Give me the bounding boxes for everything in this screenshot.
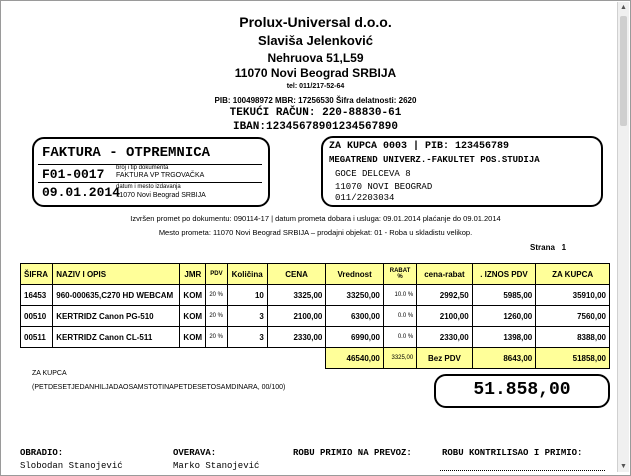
document-type: FAKTURA VP TRGOVAČKA xyxy=(116,172,205,179)
document-date-caption: datum i mesto izdavanja xyxy=(116,184,181,190)
totals-row xyxy=(21,348,610,369)
cell-discount: 10.0 % xyxy=(383,285,416,306)
cell-value: 6300,00 xyxy=(326,306,384,327)
cell-discount: 0.0 % xyxy=(383,306,416,327)
cell-quantity: 10 xyxy=(227,285,267,306)
col-header: Količina xyxy=(227,264,267,285)
col-header: CENA xyxy=(267,264,326,285)
customer-phone: 011/2203034 xyxy=(335,193,395,203)
inspected-received-label: ROBU KONTRILISAO I PRIMIO: xyxy=(442,448,583,458)
place-info: Mesto prometa: 11070 Novi Beograd SRBIJA – prodajni objekat: 01 - Roba u skladistu velikop. xyxy=(158,228,473,237)
cell-total: 8388,00 xyxy=(536,327,610,348)
company-name: Prolux-Universal d.o.o. xyxy=(239,14,392,30)
cell-quantity: 3 xyxy=(227,327,267,348)
customer-street: GOCE DELCEVA 8 xyxy=(335,169,411,179)
divider xyxy=(38,182,262,183)
total-amount: 51858,00 xyxy=(536,348,610,369)
signature-line xyxy=(440,470,605,471)
table-row xyxy=(21,327,610,348)
document-place: 11070 Novi Beograd SRBIJA xyxy=(116,192,206,199)
cell-quantity: 3 xyxy=(227,306,267,327)
col-header: ZA KUPCA xyxy=(536,264,610,285)
table-row xyxy=(21,306,610,327)
customer-city: 11070 NOVI BEOGRAD xyxy=(335,182,433,192)
table-header-row xyxy=(21,264,610,285)
cell-total: 35910,00 xyxy=(536,285,610,306)
company-iban: IBAN:12345678901234567890 xyxy=(232,121,399,133)
cell-net-price: 2330,00 xyxy=(417,327,473,348)
col-header: NAZIV I OPIS xyxy=(53,264,180,285)
company-ids: PIB: 100498972 MBR: 17256530 Šifra delatnosti: 2620 xyxy=(214,96,417,105)
processed-by-label: OBRADIO: xyxy=(20,448,64,458)
total-vat: 8643,00 xyxy=(472,348,536,369)
cell-vat-amount: 1398,00 xyxy=(472,327,536,348)
scroll-up-icon[interactable]: ▲ xyxy=(620,4,627,11)
totals-spacer xyxy=(21,348,326,369)
total-amount-big: 51.858,00 xyxy=(473,380,571,400)
col-header: Vrednost xyxy=(326,264,384,285)
company-account: TEKUĆI RAČUN: 220-88830-61 xyxy=(229,107,402,119)
cell-vat: 20 % xyxy=(206,306,227,327)
col-header: ŠIFRA xyxy=(21,264,53,285)
customer-code: ZA KUPCA 0003 | PIB: 123456789 xyxy=(329,141,510,152)
cell-vat-amount: 5985,00 xyxy=(472,285,536,306)
cell-unit: KOM xyxy=(180,327,206,348)
col-header: . IZNOS PDV xyxy=(472,264,536,285)
company-tel: tel: 011/217-52-64 xyxy=(286,83,345,90)
table-row xyxy=(21,285,610,306)
page-label-text: Strana xyxy=(530,243,555,252)
cell-description: KERTRIDZ Canon CL-511 xyxy=(53,327,180,348)
summary-words: (PETDESETJEDANHILJADAOSAMSTOTINAPETDESETOSAMDINARA, 00/100) xyxy=(32,384,286,391)
page-number: 1 xyxy=(561,243,567,252)
col-header: PDV xyxy=(206,264,227,285)
summary-label: ZA KUPCA xyxy=(32,370,67,377)
cell-vat: 20 % xyxy=(206,285,227,306)
cell-vat-amount: 1260,00 xyxy=(472,306,536,327)
customer-box xyxy=(321,136,603,207)
document-number: F01-0017 xyxy=(42,167,105,182)
scroll-down-icon[interactable]: ▼ xyxy=(620,463,627,470)
transport-received-label: ROBU PRIMIO NA PREVOZ: xyxy=(293,448,412,458)
cell-value: 6990,00 xyxy=(326,327,384,348)
cell-code: 00510 xyxy=(21,306,53,327)
document-title: FAKTURA - OTPREMNICA xyxy=(42,145,211,161)
col-header: RABAT % xyxy=(383,264,416,285)
cell-unit: KOM xyxy=(180,306,206,327)
total-without-vat-label: Bez PDV xyxy=(417,348,473,369)
approved-by-label: OVERAVA: xyxy=(173,448,217,458)
cell-price: 2330,00 xyxy=(267,327,326,348)
document-type-caption: broj i tip dokumenta xyxy=(116,165,169,171)
document-date: 09.01.2014 xyxy=(42,185,121,200)
cell-code: 00511 xyxy=(21,327,53,348)
cell-net-price: 2992,50 xyxy=(417,285,473,306)
cell-value: 33250,00 xyxy=(326,285,384,306)
page-label xyxy=(530,243,566,252)
company-city: 11070 Novi Beograd SRBIJA xyxy=(234,66,397,80)
customer-name: MEGATREND UNIVERZ.-FAKULTET POS.STUDIJA xyxy=(329,155,540,165)
col-header: cena-rabat xyxy=(417,264,473,285)
cell-description: KERTRIDZ Canon PG-510 xyxy=(53,306,180,327)
cell-discount: 0.0 % xyxy=(383,327,416,348)
cell-unit: KOM xyxy=(180,285,206,306)
approved-by-name: Marko Stanojević xyxy=(173,461,260,471)
cell-net-price: 2100,00 xyxy=(417,306,473,327)
cell-price: 3325,00 xyxy=(267,285,326,306)
transaction-info: Izvršen promet po dokumentu: 090114-17 | datum prometa dobara i usluga: 09.01.2014 plaćanje do 09.01.2014 xyxy=(130,214,501,223)
total-discount: 3325,00 xyxy=(383,348,416,369)
company-person: Slaviša Jelenković xyxy=(258,33,373,48)
company-street: Nehruova 51,L59 xyxy=(267,51,364,65)
cell-code: 16453 xyxy=(21,285,53,306)
cell-price: 2100,00 xyxy=(267,306,326,327)
cell-total: 7560,00 xyxy=(536,306,610,327)
total-amount-box xyxy=(434,374,610,408)
processed-by-name: Slobodan Stanojević xyxy=(20,461,123,471)
cell-description: 960-000635,C270 HD WEBCAM xyxy=(53,285,180,306)
cell-vat: 20 % xyxy=(206,327,227,348)
col-header: JMR xyxy=(180,264,206,285)
items-table xyxy=(20,263,610,369)
document-box xyxy=(32,137,270,207)
total-value: 46540,00 xyxy=(326,348,384,369)
